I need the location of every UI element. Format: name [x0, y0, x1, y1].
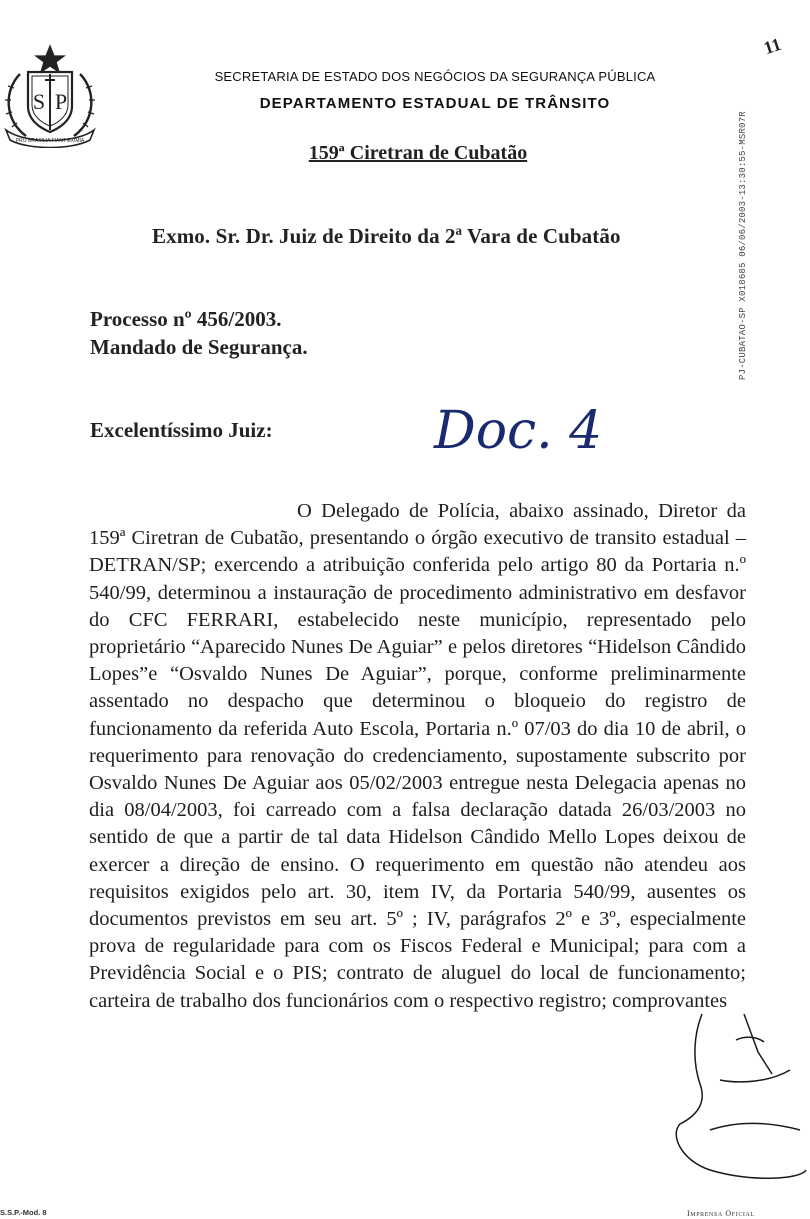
addressee: Exmo. Sr. Dr. Juiz de Direito da 2ª Vara de Cubatão	[152, 224, 621, 248]
header-departamento: DEPARTAMENTO ESTADUAL DE TRÂNSITO	[259, 95, 611, 112]
process-type: Mandado de Segurança.	[90, 335, 308, 359]
handwritten-doc-note	[430, 378, 620, 468]
printer-mark: Imprensa Oficial	[687, 1209, 755, 1218]
salutation: Excelentíssimo Juiz:	[90, 418, 273, 442]
coat-of-arms-motto: PRO BRASILIA FIANT EXIMIA	[15, 138, 85, 144]
office-title: 159ª Ciretran de Cubatão	[308, 142, 528, 164]
sao-paulo-coat-of-arms	[0, 44, 100, 148]
coat-of-arms-monogram-left: S	[32, 89, 46, 114]
body-paragraph	[89, 498, 746, 1015]
body-text: O Delegado de Polícia, abaixo assinado, Diretor da 159ª Ciretran de Cubatão, presentando o órgão executivo de transito estadual – DETRAN/SP; exercendo a atribuição conferida pelo artigo 80 da Portaria n.º 540/99, determinou a instauração de procedimento administrativo em desfavor do CFC FERRARI, estabelecido neste município, representado pelo proprietário “Aparecido Nunes De Aguiar” e pelos diretores “Hidelson Cândido Lopes”e “Osvaldo Nunes De Aguiar”, porque, conforme preliminarmente assentado no despacho que determinou o bloqueio do registro de funcionamento da referida Auto Escola, Portaria n.º 07/03 do dia 10 de abril, o requerimento para renovação do credenciamento, supostamente subscrito por Osvaldo Nunes De Aguiar aos 05/02/2003 entregue nesta Delegacia apenas no dia 08/04/2003, foi carreado com a falsa declaração datada 26/03/2003 no sentido de que a partir de tal data Hidelson Cândido Mello Lopes deixou de exercer a direção de ensino. O requerimento em questão não atendeu aos requisitos exigidos pelo art. 30, item IV, da Portaria 540/99, ausentes os documentos previstos em seu art. 5º ; IV, parágrafos 2º e 3º, especialmente prova de regularidade para com os Fiscos Federal e Municipal; para com a Previdência Social e o PIS; contrato de aluguel do local de funcionamento; carteira de trabalho dos funcionários com o respectivo registro; comprovantes	[89, 500, 746, 1012]
page-number-mark: 11	[761, 33, 784, 59]
header-secretaria: SECRETARIA DE ESTADO DOS NEGÓCIOS DA SEGURANÇA PÚBLICA	[214, 69, 656, 84]
process-number: Processo nº 456/2003.	[90, 307, 282, 331]
form-code: S.S.P.-Mod. 8	[0, 1208, 47, 1217]
signature-scribble	[640, 1010, 810, 1190]
handwritten-note-text: Doc. 4	[434, 401, 603, 461]
protocol-stamp: PJ-CUBATAO-SP X018685 06/06/2003-13:30:55-MSR07R	[738, 111, 748, 380]
coat-of-arms-monogram-right: P	[54, 89, 68, 114]
